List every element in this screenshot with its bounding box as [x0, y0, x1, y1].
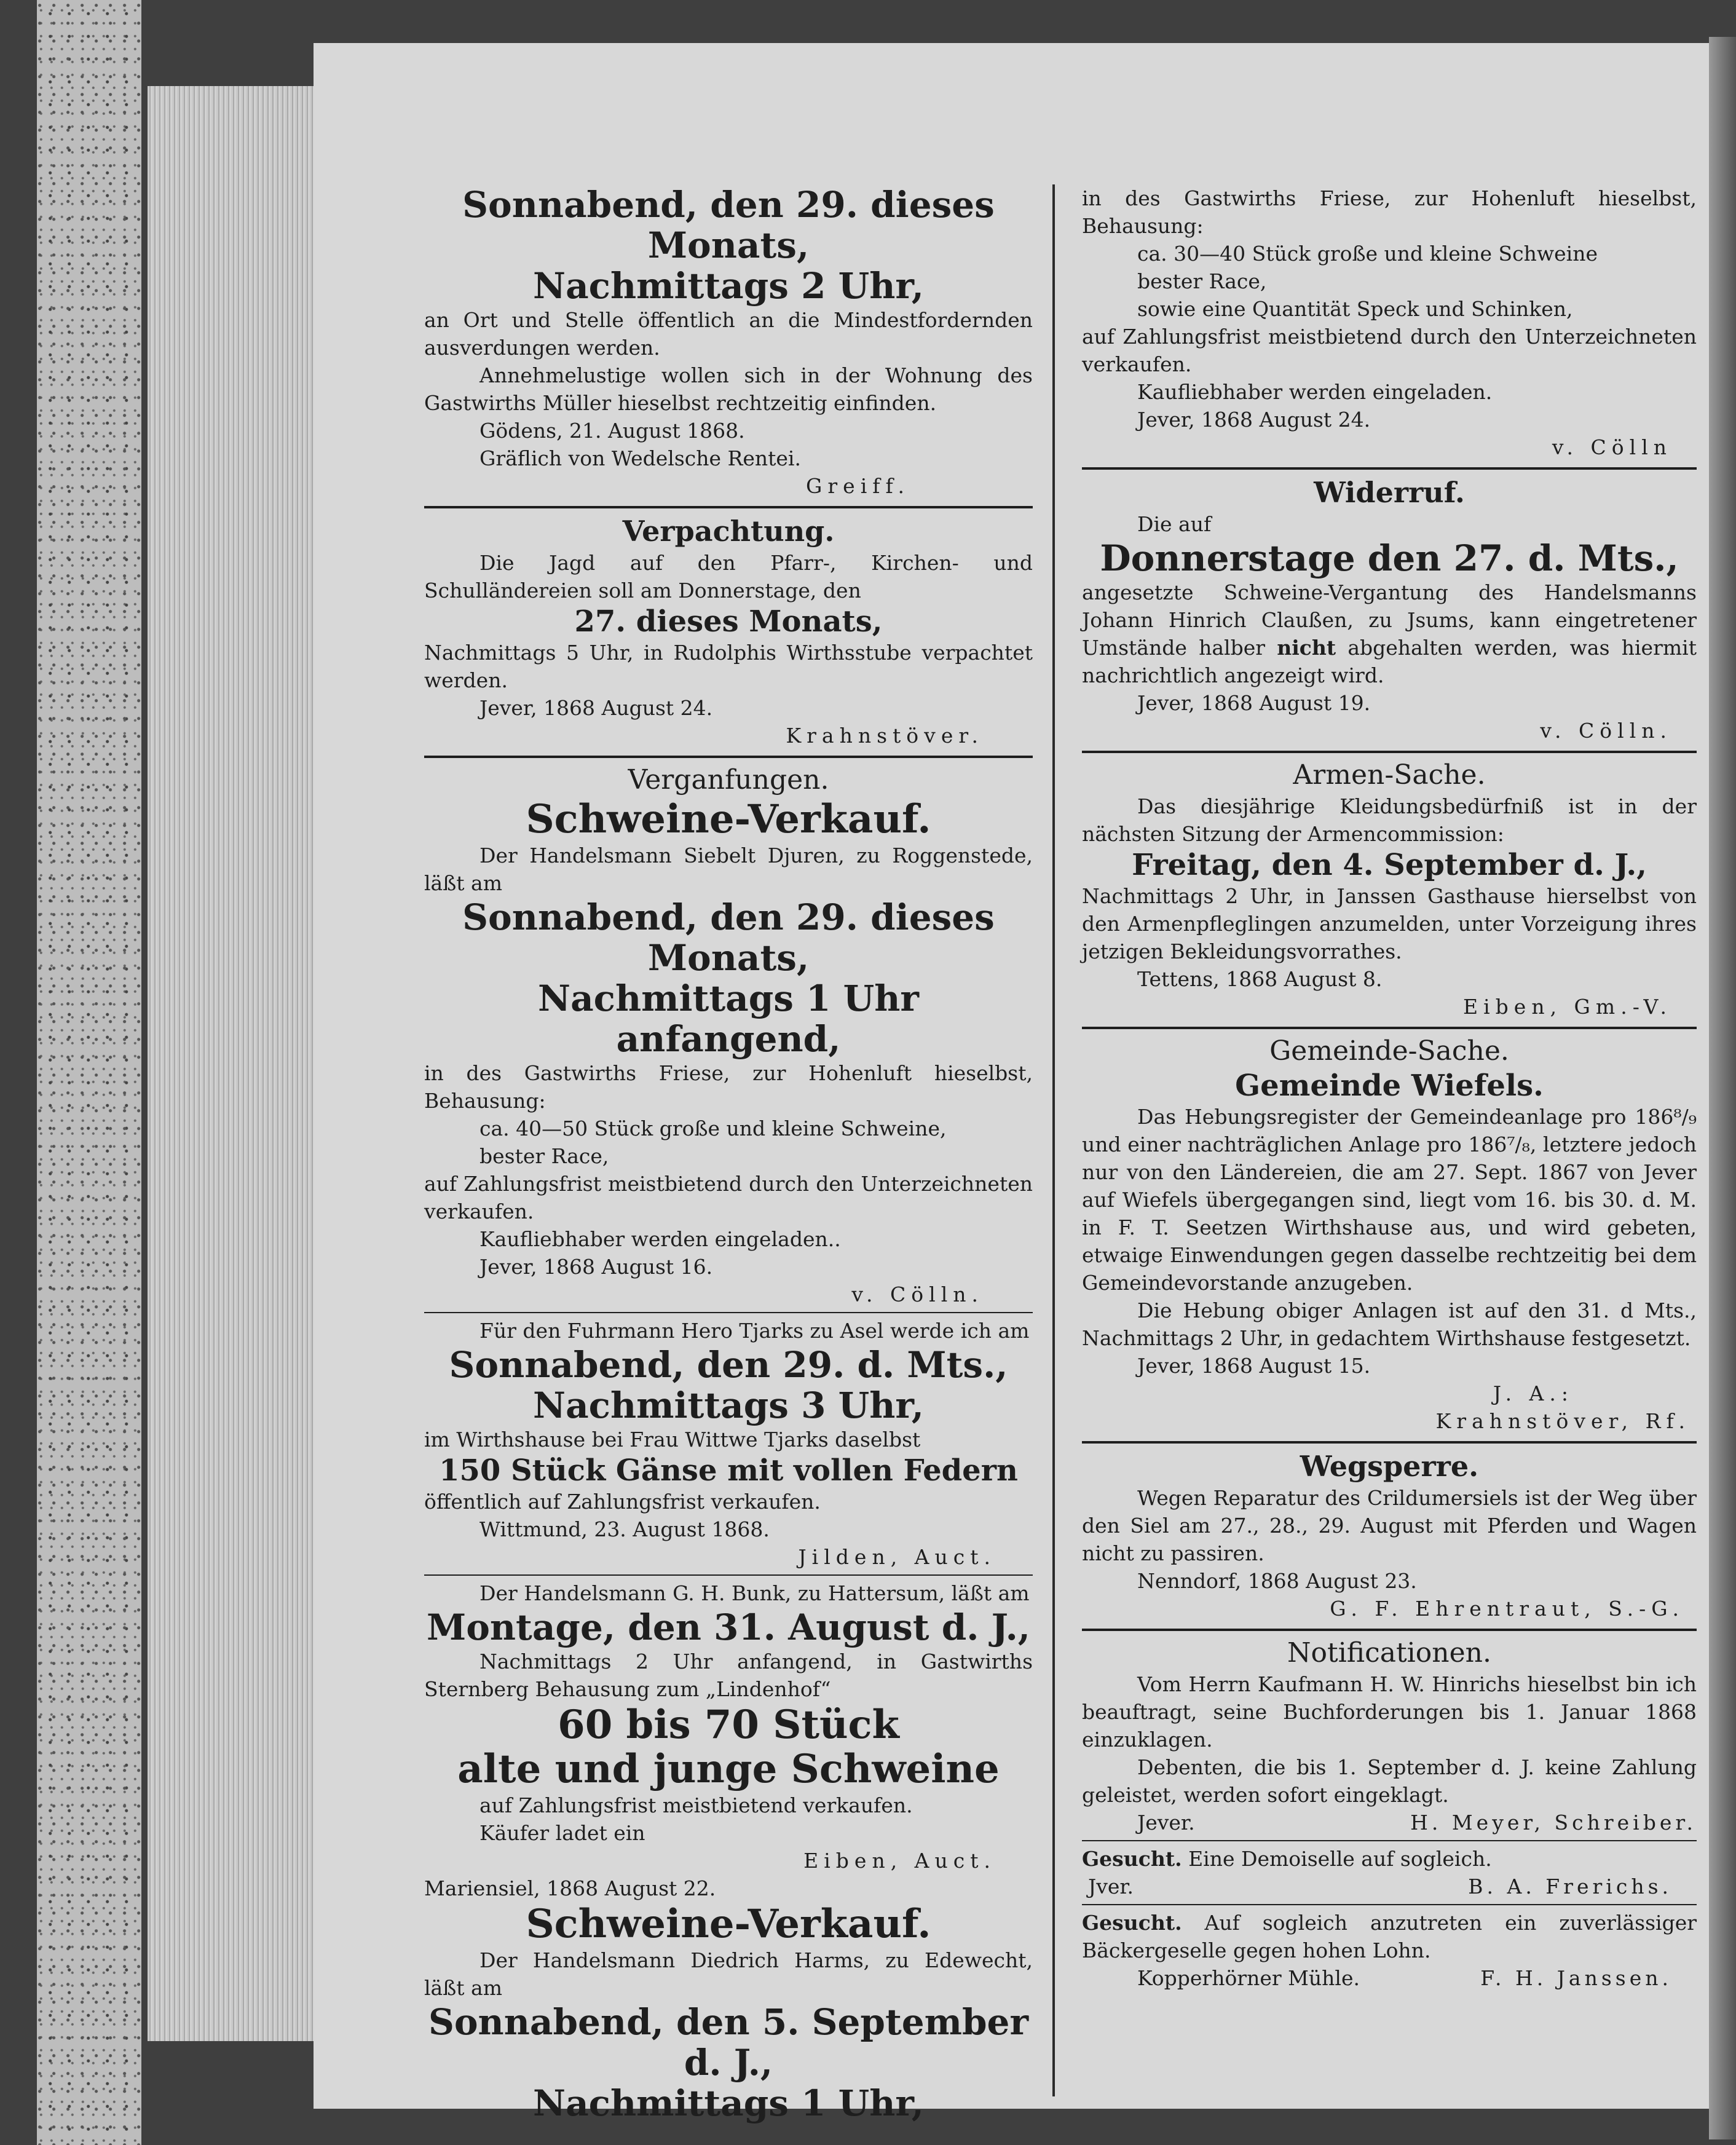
- ad-title: Schweine-Verkauf.: [526, 1901, 931, 1947]
- body-text: [1082, 579, 1697, 689]
- body-text: Vom Herrn Kaufmann H. W. Hinrichs hieselbst bin ich beauftragt, seine Buchforderungen bis 1. Januar 1868 einzuklagen.: [1082, 1672, 1697, 1752]
- advertisement: [1082, 1034, 1697, 1435]
- body-text: Der Handelsmann Diedrich Harms, zu Edewecht, läßt am: [424, 1948, 1033, 2000]
- body-text-part: Auf sogleich anzutreten ein zuverlässiger Bäckergeselle gegen hohen Lohn.: [1082, 1911, 1697, 1962]
- signature: Greiff.: [806, 474, 910, 498]
- place-date: Wittmund, 23. August 1868.: [479, 1517, 770, 1541]
- advertisement: [424, 513, 1033, 749]
- body-text-part: Eine Demoiselle auf sogleich.: [1188, 1847, 1492, 1871]
- section-rule: [1082, 467, 1697, 470]
- emphasis: nicht: [1277, 636, 1336, 660]
- place-date: Jever, 1868 August 24.: [479, 696, 713, 720]
- left-column: [424, 184, 1033, 2123]
- signature-line: [1082, 1873, 1697, 1900]
- body-text: Die Jagd auf den Pfarr-, Kirchen- und Schulländereien soll am Donnerstage, den: [424, 551, 1033, 602]
- headline: Nachmittags 2 Uhr,: [533, 265, 924, 307]
- section-rule: [424, 1312, 1033, 1313]
- place-date: Gödens, 21. August 1868.: [479, 419, 745, 443]
- body-text-part: abgehalten werden, was hiermit nachrichtlich angezeigt wird.: [1082, 636, 1697, 687]
- body-text: auf Zahlungsfrist meistbietend durch den Unterzeichneten verkaufen.: [1082, 325, 1697, 376]
- issuer: Gräflich von Wedelsche Rentei.: [479, 446, 801, 470]
- section-rule: [1082, 1904, 1697, 1905]
- list-item: sowie eine Quantität Speck und Schinken,: [1137, 297, 1573, 321]
- signature-prefix: J. A.:: [1493, 1381, 1574, 1405]
- advertisement: [1082, 1448, 1697, 1622]
- body-text: auf Zahlungsfrist meistbietend verkaufen.: [479, 1793, 913, 1817]
- advertisement: [424, 1317, 1033, 1571]
- section-rule: [1082, 1840, 1697, 1841]
- headline: 60 bis 70 Stück: [558, 1702, 899, 1748]
- advertisement: [1082, 1636, 1697, 1836]
- body-text: Die Hebung obiger Anlagen ist auf den 31. d Mts., Nachmittags 2 Uhr, in gedachtem Wirthshause festgesetzt.: [1082, 1298, 1697, 1350]
- section-rule: [424, 506, 1033, 508]
- body-text: auf Zahlungsfrist meistbietend durch den Unterzeichneten verkaufen.: [424, 1172, 1033, 1223]
- headline: 150 Stück Gänse mit vollen Federn: [439, 1453, 1018, 1488]
- body-text: in des Gastwirths Friese, zur Hohenluft hieselbst, Behausung:: [424, 1061, 1033, 1113]
- advertisement: [424, 763, 1033, 1308]
- place-date: Nenndorf, 1868 August 23.: [1137, 1569, 1417, 1593]
- signature: v. Cölln: [1552, 435, 1672, 459]
- body-text: in des Gastwirths Friese, zur Hohenluft hieselbst, Behausung:: [1082, 186, 1697, 238]
- list-item: ca. 30—40 Stück große und kleine Schweine: [1137, 242, 1598, 266]
- ad-label: Gesucht.: [1082, 1911, 1182, 1935]
- place-date: Tettens, 1868 August 8.: [1137, 967, 1383, 991]
- headline: Sonnabend, den 5. September d. J.,: [428, 2001, 1029, 2084]
- place-date: Jever, 1868 August 16.: [479, 1255, 713, 1279]
- body-text: Der Handelsmann G. H. Bunk, zu Hattersum, läßt am: [479, 1581, 1030, 1605]
- ad-label: Gesucht.: [1082, 1847, 1182, 1871]
- signature: Krahnstöver.: [786, 724, 984, 748]
- signature-line: [1082, 1964, 1697, 1992]
- headline: Freitag, den 4. September d. J.,: [1132, 848, 1647, 882]
- body-text: Nachmittags 2 Uhr anfangend, in Gastwirths Sternberg Behausung zum „Lindenhof“: [424, 1649, 1033, 1701]
- ad-title: Schweine-Verkauf.: [526, 796, 931, 842]
- section-rule: [424, 1574, 1033, 1576]
- page-stack-edges: [148, 86, 332, 2041]
- headline: Nachmittags 1 Uhr,: [533, 2082, 924, 2124]
- body-text: Kaufliebhaber werden eingeladen..: [479, 1227, 841, 1251]
- signature: H. Meyer, Schreiber.: [1410, 1811, 1697, 1835]
- place-date: Jever, 1868 August 15.: [1137, 1354, 1371, 1378]
- body-text-part: angesetzte Schweine-Vergantung des Handelsmanns Johann Hinrich Claußen, zu Jsums, kann eingetretener Umstände halber: [1082, 580, 1697, 660]
- ad-title: Verpachtung.: [622, 515, 835, 548]
- body-text: im Wirthshause bei Frau Wittwe Tjarks daselbst: [424, 1428, 921, 1452]
- body-text: [1082, 1845, 1697, 1873]
- place: Jver.: [1088, 1874, 1134, 1898]
- headline: Montage, den 31. August d. J.,: [427, 1606, 1030, 1648]
- signature: G. F. Ehrentraut, S.-G.: [1330, 1597, 1684, 1621]
- body-text: Kaufliebhaber werden eingeladen.: [1137, 380, 1493, 404]
- section-rule: [1082, 1027, 1697, 1029]
- headline: Sonnabend, den 29. dieses Monats,: [462, 896, 995, 979]
- place: Kopperhörner Mühle.: [1137, 1966, 1360, 1990]
- ad-title: Gemeinde Wiefels.: [1235, 1069, 1544, 1103]
- binding-shadow: [1709, 37, 1736, 2139]
- right-column: [1082, 184, 1697, 1992]
- advertisement: [424, 184, 1033, 500]
- advertisement: [1082, 1845, 1697, 1900]
- body-text: Annehmelustige wollen sich in der Wohnung des Gastwirths Müller hieselbst rechtzeitig einfinden.: [424, 363, 1033, 415]
- body-text: Wegen Reparatur des Crildumersiels ist der Weg über den Siel am 27., 28., 29. August mit Pferden und Wagen nicht zu passiren.: [1082, 1486, 1697, 1565]
- body-text: Nachmittags 5 Uhr, in Rudolphis Wirthsstube verpachtet werden.: [424, 641, 1033, 692]
- advertisement: [1082, 758, 1697, 1021]
- body-text: Debenten, die bis 1. September d. J. keine Zahlung geleistet, werden sofort eingeklagt.: [1082, 1755, 1697, 1807]
- signature: F. H. Janssen.: [1480, 1966, 1672, 1990]
- section-rule: [424, 756, 1033, 758]
- signature: Eiben, Auct.: [803, 1849, 996, 1873]
- section-rule: [1082, 751, 1697, 753]
- signature-line: [1082, 1809, 1697, 1836]
- ad-title: Wegsperre.: [1300, 1450, 1479, 1483]
- body-text: Das Hebungsregister der Gemeindeanlage pro 186⁸/₉ und einer nachträglichen Anlage pro 186⁷/₈, letztere jedoch nur von den Ländereien, die am 27. Sept. 1867 von Jever auf Wiefels übergegangen sind, liegt vom 16. bis 30. d. M. in F. T. Seetzen Wirthshause aus, und wird gebeten, etwaige Einwendungen gegen dasselbe rechtzeitig bei dem Gemeindevorstande anzugeben.: [1082, 1105, 1697, 1295]
- signature: v. Cölln.: [851, 1282, 984, 1306]
- signature: Eiben, Gm.-V.: [1463, 995, 1672, 1019]
- list-item: ca. 40—50 Stück große und kleine Schweine,: [479, 1116, 947, 1140]
- body-text: Die auf: [1137, 512, 1212, 536]
- headline: Nachmittags 3 Uhr,: [533, 1385, 924, 1426]
- body-text: [1082, 1909, 1697, 1964]
- place-date: Jever, 1868 August 19.: [1137, 691, 1371, 715]
- advertisement: [424, 1579, 1033, 1902]
- advertisement: [424, 1902, 1033, 2123]
- body-text: öffentlich auf Zahlungsfrist verkaufen.: [424, 1490, 821, 1514]
- column-divider: [1052, 184, 1055, 2096]
- place-date: Jever, 1868 August 24.: [1137, 408, 1371, 432]
- body-text: Der Handelsmann Siebelt Djuren, zu Roggenstede, läßt am: [424, 843, 1033, 895]
- place: Jever.: [1137, 1811, 1195, 1835]
- headline: alte und junge Schweine: [457, 1746, 1000, 1792]
- headline: Donnerstage den 27. d. Mts.,: [1100, 537, 1679, 579]
- signature: B. A. Frerichs.: [1468, 1874, 1672, 1898]
- section-rule: [1082, 1629, 1697, 1631]
- body-text: Das diesjährige Kleidungsbedürfniß ist in der nächsten Sitzung der Armencommission:: [1082, 794, 1697, 846]
- section-heading: Gemeinde-Sache.: [1269, 1035, 1509, 1067]
- section-rule: [1082, 1441, 1697, 1444]
- headline: 27. dieses Monats,: [574, 604, 883, 639]
- list-item: bester Race,: [1137, 269, 1267, 293]
- advertisement: [1082, 475, 1697, 745]
- body-text: an Ort und Stelle öffentlich an die Mindestfordernden ausverdungen werden.: [424, 308, 1033, 360]
- book-cover-edge: [37, 0, 141, 2145]
- list-item: bester Race,: [479, 1144, 609, 1168]
- ad-title: Widerruf.: [1314, 476, 1465, 509]
- ad-title: Notificationen.: [1287, 1637, 1491, 1669]
- headline: Sonnabend, den 29. d. Mts.,: [449, 1344, 1008, 1386]
- signature: v. Cölln.: [1540, 719, 1672, 743]
- body-text: Käufer ladet ein: [479, 1821, 645, 1845]
- signature: Jilden, Auct.: [798, 1545, 996, 1569]
- body-text: Nachmittags 2 Uhr, in Janssen Gasthause hierselbst von den Armenpfleglingen anzumelden, unter Vorzeigung ihres jetzigen Bekleidungsvorrathes.: [1082, 884, 1697, 963]
- body-text: Für den Fuhrmann Hero Tjarks zu Asel werde ich am: [479, 1319, 1030, 1343]
- place-date: Mariensiel, 1868 August 22.: [424, 1876, 716, 1900]
- advertisement: [1082, 184, 1697, 461]
- headline: Sonnabend, den 29. dieses Monats,: [462, 184, 995, 266]
- signature: Krahnstöver, Rf.: [1435, 1409, 1691, 1433]
- advertisement: [1082, 1909, 1697, 1992]
- ad-title: Armen-Sache.: [1293, 759, 1486, 791]
- headline: Nachmittags 1 Uhr anfangend,: [538, 978, 919, 1060]
- section-heading: Verganfungen.: [628, 764, 829, 796]
